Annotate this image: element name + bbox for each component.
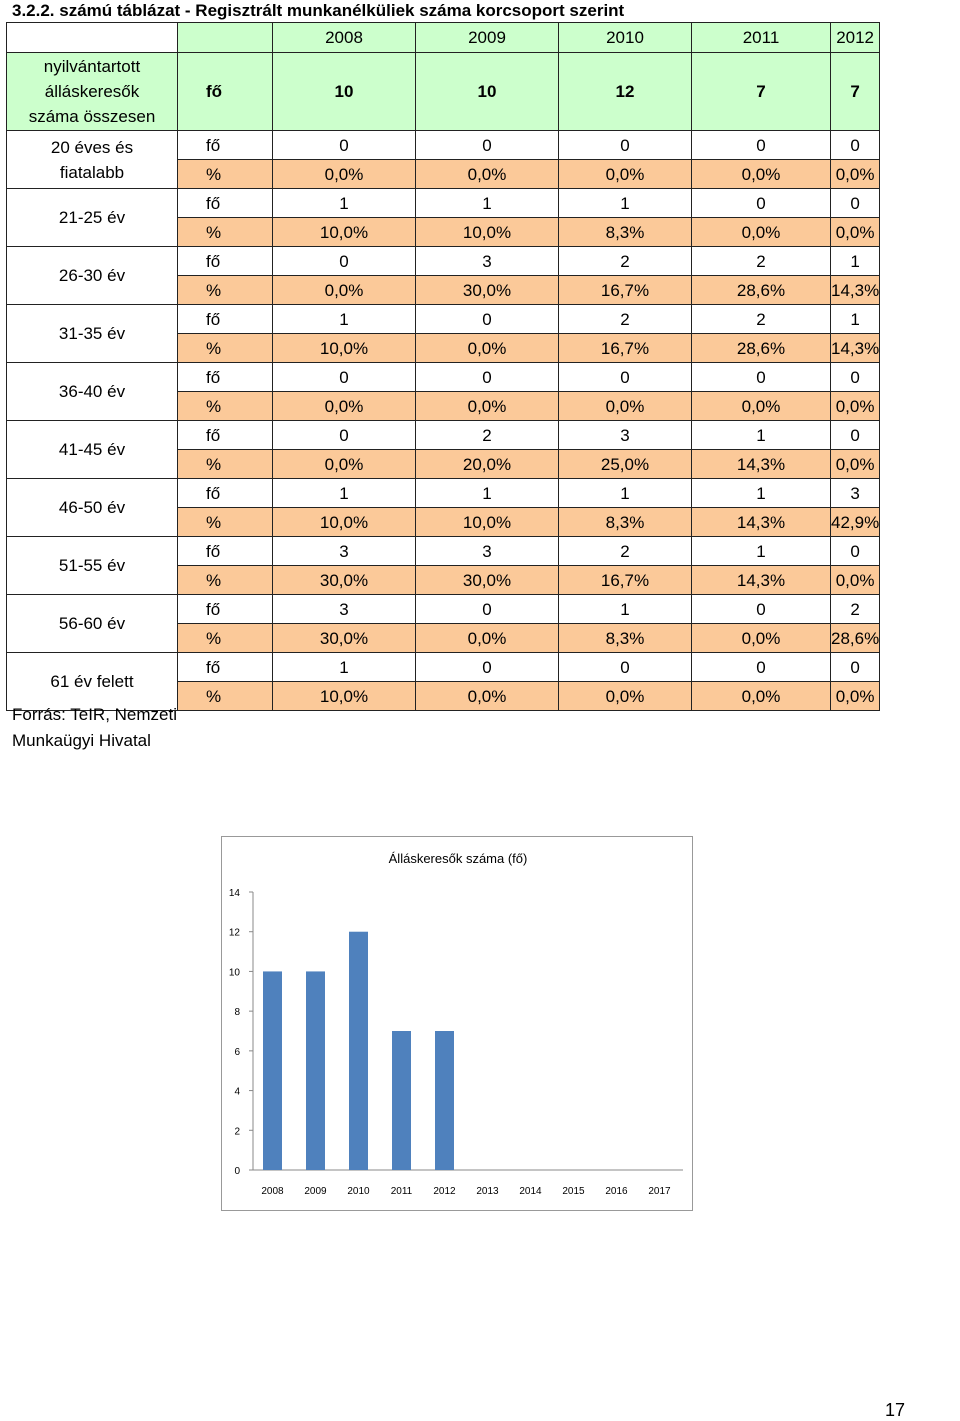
row-label [7,305,178,363]
unit-cell: % [178,566,273,595]
count-value: 0 [416,305,559,334]
row-label [7,53,178,131]
percent-value: 16,7% [559,566,692,595]
percent-value: 0,0% [416,682,559,711]
x-tick-label: 2014 [519,1186,542,1197]
x-tick-label: 2016 [605,1186,628,1197]
row-label [7,189,178,247]
count-value: 0 [692,363,831,392]
y-tick-label: 8 [234,1007,240,1019]
percent-value: 0,0% [559,160,692,189]
count-value: 3 [831,479,880,508]
percent-value: 10,0% [273,508,416,537]
row-label-line: 61 év felett [50,672,134,691]
unit-cell: fő [178,479,273,508]
count-value: 0 [692,595,831,624]
count-value: 1 [273,653,416,682]
count-value: 1 [692,537,831,566]
percent-value: 20,0% [416,450,559,479]
count-value: 0 [273,131,416,160]
percent-value: 10,0% [273,682,416,711]
row-label-line: száma összesen [28,107,156,126]
count-value: 0 [831,363,880,392]
row-label-line: 20 éves és [50,137,134,157]
unit-cell: fő [178,131,273,160]
chart-bar [349,932,368,1170]
percent-value: 30,0% [416,276,559,305]
percent-value: 28,6% [831,624,880,653]
count-value: 2 [692,247,831,276]
y-tick-label: 6 [234,1046,240,1058]
percent-value: 0,0% [831,682,880,711]
total-value: 10 [416,53,559,131]
count-value: 3 [273,537,416,566]
count-value: 2 [559,537,692,566]
percent-value: 0,0% [831,218,880,247]
chart-bar [263,971,282,1170]
percent-value: 25,0% [559,450,692,479]
x-tick-label: 2012 [433,1186,456,1197]
row-label [7,595,178,653]
table-row [7,363,880,392]
unemployment-table [6,22,880,711]
year-header: 2012 [831,23,880,53]
percent-value: 28,6% [692,334,831,363]
unit-cell: % [178,334,273,363]
chart-bar [392,1031,411,1170]
table-row [7,131,880,160]
count-value: 0 [416,653,559,682]
percent-value: 0,0% [416,160,559,189]
count-value: 1 [273,305,416,334]
unit-cell: fő [178,595,273,624]
percent-value: 10,0% [416,218,559,247]
count-value: 1 [692,479,831,508]
unit-cell: % [178,160,273,189]
percent-value: 30,0% [416,566,559,595]
percent-value: 0,0% [831,392,880,421]
percent-value: 8,3% [559,508,692,537]
count-value: 0 [692,653,831,682]
count-value: 0 [273,247,416,276]
percent-value: 16,7% [559,334,692,363]
unit-cell: fő [178,653,273,682]
table-row [7,479,880,508]
count-value: 0 [559,131,692,160]
count-value: 0 [559,363,692,392]
row-label [7,247,178,305]
x-tick-label: 2008 [261,1186,284,1197]
row-label-line: fiatalabb [59,162,125,182]
header-empty-cell [7,23,178,53]
count-value: 1 [559,595,692,624]
count-value: 1 [416,189,559,218]
year-header: 2010 [559,23,692,53]
chart-bar [435,1031,454,1170]
row-label [7,537,178,595]
percent-value: 10,0% [416,508,559,537]
percent-value: 14,3% [831,334,880,363]
percent-value: 0,0% [273,392,416,421]
table-row [7,421,880,450]
y-tick-label: 14 [228,888,240,899]
table-row [7,189,880,218]
x-tick-label: 2011 [390,1186,413,1197]
percent-value: 14,3% [692,450,831,479]
x-tick-label: 2010 [347,1186,370,1197]
percent-value: 0,0% [692,624,831,653]
count-value: 0 [831,131,880,160]
y-tick-label: 4 [234,1086,240,1098]
row-label-line: 46-50 év [58,498,126,517]
chart-frame [221,836,693,1211]
percent-value: 14,3% [692,566,831,595]
x-tick-label: 2015 [562,1186,585,1197]
total-row [7,53,880,131]
row-label-line: 21-25 év [58,208,126,227]
year-header: 2011 [692,23,831,53]
percent-value: 0,0% [273,450,416,479]
y-tick-label: 12 [228,927,240,939]
count-value: 1 [416,479,559,508]
table-row [7,653,880,682]
percent-value: 0,0% [831,566,880,595]
year-header: 2009 [416,23,559,53]
count-value: 2 [831,595,880,624]
count-value: 1 [831,247,880,276]
percent-value: 0,0% [692,392,831,421]
total-value: 7 [831,53,880,131]
count-value: 0 [416,131,559,160]
unit-cell: fő [178,189,273,218]
percent-value: 10,0% [273,218,416,247]
total-value: 7 [692,53,831,131]
percent-value: 0,0% [416,392,559,421]
row-label [7,131,178,189]
row-label-line: 36-40 év [58,382,126,401]
percent-value: 0,0% [416,334,559,363]
percent-value: 0,0% [416,624,559,653]
percent-value: 0,0% [692,682,831,711]
count-value: 2 [559,247,692,276]
count-value: 3 [559,421,692,450]
count-value: 0 [831,537,880,566]
table-row [7,305,880,334]
percent-value: 30,0% [273,624,416,653]
chart-title: Álláskeresők száma (fő) [388,851,528,866]
chart-bar [306,971,325,1170]
count-value: 0 [831,653,880,682]
percent-value: 0,0% [692,160,831,189]
percent-value: 8,3% [559,624,692,653]
percent-value: 14,3% [692,508,831,537]
count-value: 2 [692,305,831,334]
unit-cell: % [178,682,273,711]
source-line: Munkaügyi Hivatal [12,731,151,750]
row-label [7,421,178,479]
percent-value: 28,6% [692,276,831,305]
table-row [7,595,880,624]
count-value: 1 [273,189,416,218]
total-value: 10 [273,53,416,131]
x-tick-label: 2009 [304,1186,327,1197]
percent-value: 16,7% [559,276,692,305]
row-label [7,479,178,537]
percent-value: 8,3% [559,218,692,247]
source-note [12,702,177,754]
x-tick-label: 2017 [648,1186,671,1197]
unit-cell: % [178,392,273,421]
row-label-line: 51-55 év [58,556,126,575]
count-value: 0 [692,131,831,160]
unit-cell: fő [178,421,273,450]
row-label [7,363,178,421]
percent-value: 0,0% [831,450,880,479]
count-value: 1 [273,479,416,508]
percent-value: 10,0% [273,334,416,363]
percent-value: 0,0% [273,160,416,189]
total-value: 12 [559,53,692,131]
count-value: 0 [831,189,880,218]
row-label-line: 31-35 év [58,324,126,343]
unit-cell: fő [178,247,273,276]
percent-value: 30,0% [273,566,416,595]
unit-cell: % [178,624,273,653]
unit-cell: % [178,276,273,305]
table-row [7,537,880,566]
count-value: 0 [559,653,692,682]
percent-value: 0,0% [692,218,831,247]
header-unit-cell [178,23,273,53]
page-number: 17 [885,1400,906,1420]
row-label-line: nyilvántartott [43,57,141,76]
x-tick-label: 2013 [476,1186,499,1197]
row-label-line: 41-45 év [58,440,126,459]
row-label-line: 56-60 év [58,614,126,633]
unit-cell: fő [178,305,273,334]
unit-cell: fő [178,363,273,392]
count-value: 0 [416,363,559,392]
count-value: 1 [559,479,692,508]
unit-cell: % [178,450,273,479]
count-value: 1 [692,421,831,450]
percent-value: 0,0% [831,160,880,189]
percent-value: 0,0% [559,682,692,711]
percent-value: 0,0% [559,392,692,421]
unit-cell: fő [178,537,273,566]
count-value: 1 [559,189,692,218]
y-tick-label: 10 [228,967,240,979]
row-label-line: álláskeresők [44,82,140,101]
y-tick-label: 2 [234,1126,240,1138]
count-value: 0 [416,595,559,624]
table-row [7,247,880,276]
count-value: 1 [831,305,880,334]
count-value: 3 [273,595,416,624]
year-header: 2008 [273,23,416,53]
bar-chart [222,837,692,1210]
count-value: 0 [273,421,416,450]
count-value: 0 [273,363,416,392]
page-title: 3.2.2. számú táblázat - Regisztrált munkanélküliek száma korcsoport szerint [12,1,625,20]
count-value: 0 [831,421,880,450]
unit-cell: % [178,508,273,537]
percent-value: 42,9% [831,508,880,537]
count-value: 2 [559,305,692,334]
row-label-line: 26-30 év [58,266,126,285]
percent-value: 14,3% [831,276,880,305]
percent-value: 0,0% [273,276,416,305]
unit-cell: fő [178,53,273,131]
unit-cell: % [178,218,273,247]
source-line: Forrás: TeIR, Nemzeti [12,705,178,724]
header-row [7,23,880,53]
count-value: 2 [416,421,559,450]
count-value: 0 [692,189,831,218]
count-value: 3 [416,537,559,566]
y-tick-label: 0 [234,1166,240,1177]
count-value: 3 [416,247,559,276]
